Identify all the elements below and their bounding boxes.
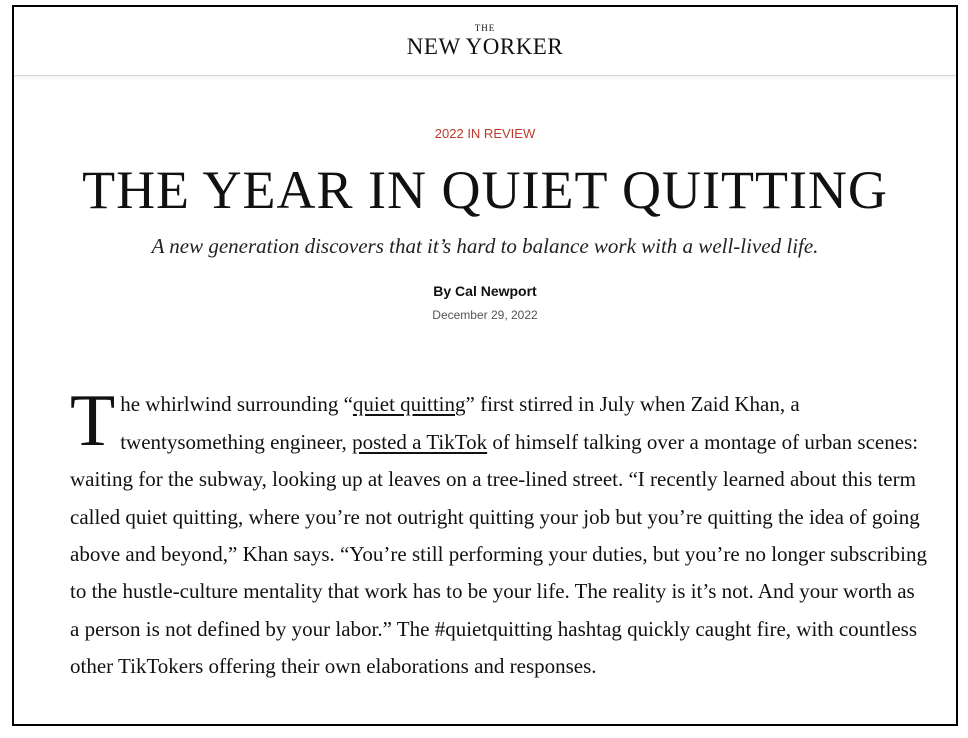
body-text-3: of himself talking over a montage of urban scenes: waiting for the subway, looking up at leaves on a tree-lined street. “I recently learned about this term called quiet quitting, where you’re not outright quitting your job but you’re quitting the idea of going above and beyond,” Khan says. “You’re still performing your duties, but you’re no longer subscribing to the hustle-culture mentality that work has to be your life. The reality is it’s not. And your worth as a person is not defined by your labor.” The #quietquitting hashtag quickly caught fire, with countless other TikTokers offering their own elaborations and responses. bbox=[70, 429, 927, 679]
browser-viewport bbox=[12, 5, 958, 726]
new-yorker-logo[interactable] bbox=[407, 24, 563, 58]
tiktok-link[interactable]: posted a TikTok bbox=[352, 429, 488, 454]
drop-cap: T bbox=[70, 380, 116, 463]
headline: THE YEAR IN QUIET QUITTING bbox=[82, 160, 888, 220]
article-body bbox=[70, 380, 928, 685]
body-text-1: he whirlwind surrounding “ bbox=[120, 392, 353, 417]
dek: A new generation discovers that it’s hard to balance work with a well-lived life. bbox=[151, 234, 819, 259]
publish-date: December 29, 2022 bbox=[432, 308, 538, 323]
rubric-link[interactable]: 2022 IN REVIEW bbox=[434, 126, 536, 141]
author-link[interactable]: Cal Newport bbox=[455, 283, 537, 300]
body-text-2: ” first stirred in July when Zaid Khan, a twentysomething engineer, bbox=[120, 392, 800, 454]
quiet-quitting-link[interactable]: quiet quitting bbox=[352, 392, 466, 417]
byline-prefix: By bbox=[433, 283, 456, 300]
logo-the: THE bbox=[474, 23, 496, 33]
masthead bbox=[14, 7, 956, 76]
byline bbox=[14, 283, 956, 299]
article-header bbox=[14, 76, 956, 322]
logo-name: NEW YORKER bbox=[406, 34, 564, 59]
